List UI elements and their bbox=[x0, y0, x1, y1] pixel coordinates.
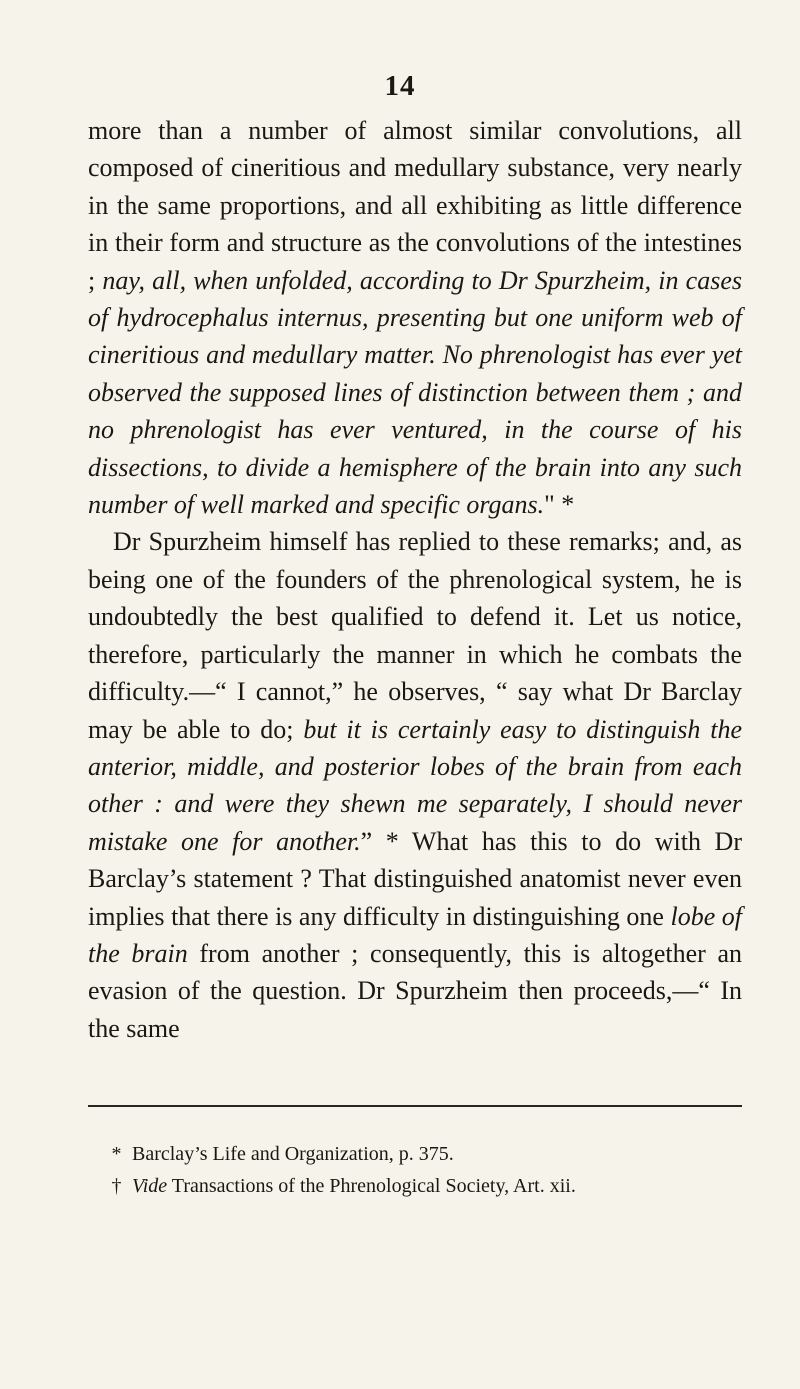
footnote-reference: * bbox=[554, 490, 575, 520]
main-text bbox=[88, 112, 742, 1047]
paragraph-1-italic-quote: nay, all, when unfolded, according to Dr Spurzheim, in cases of hydrocephalus internus, presenting but one uniform web of cineritious and medullary matter. No phrenologist has ever yet observed the supposed lines of distinction between them ; and no phrenologist has ever ventured, in the course of his dissections, to divide a hemisphere of the brain into any such number of well marked and specific organs. bbox=[88, 265, 742, 520]
paragraph-2-italic-quote: but it is certainly easy to distinguish the anterior, middle, and posterior lobes of the brain from each other : and were they shewn me separately, I should never mistake one for another. bbox=[88, 714, 742, 856]
quote-close-mark: " bbox=[544, 490, 555, 520]
page-number: 14 bbox=[384, 70, 416, 102]
footnote-1-mark: * bbox=[111, 1143, 122, 1165]
paragraph-2-text-1: Dr Spurzheim himself has replied to these remarks; and, as being one of the founders of the phrenological system, he is undoubtedly the best qualified to defend it. Let us notice, therefore, particularly the manner in which he combats the difficulty.—“ I cannot,” he observes, “ say what Dr Barclay may be able to do; bbox=[88, 527, 742, 744]
footnote-2 bbox=[110, 1170, 750, 1202]
footnotes bbox=[110, 1138, 750, 1202]
paragraph-2-text-3: from another ; consequently, this is altogether an evasion of the question. Dr Spurzheim then proceeds,—“ In the same bbox=[88, 938, 742, 1043]
footnote-2-citation: Transactions of the Phrenological Society, Art. xii. bbox=[167, 1175, 576, 1197]
footnote-2-text bbox=[132, 1170, 576, 1202]
footnote-1-text: Barclay’s Life and Organization, p. 375. bbox=[132, 1143, 454, 1165]
footnote-1 bbox=[110, 1138, 750, 1170]
footnote-2-mark: † bbox=[111, 1175, 122, 1197]
paragraph-2-italic-term: lobe of the brain bbox=[88, 901, 742, 968]
paragraph-2 bbox=[88, 523, 742, 1047]
paragraph-2-text-2: ” * What has this to do with Dr Barclay’s statement ? That distinguished anatomist never even implies that there is any difficulty in distinguishing one bbox=[88, 826, 742, 931]
paragraph-1-text: more than a number of almost similar convolutions, all composed of cineritious and medullary substance, very nearly in the same proportions, and all exhibiting as little difference in their form and structure as the convolutions of the intestines ; bbox=[88, 116, 742, 295]
paragraph-1 bbox=[88, 112, 742, 523]
footnote-2-italic: Vide bbox=[132, 1175, 168, 1197]
footnote-divider bbox=[88, 1105, 742, 1107]
